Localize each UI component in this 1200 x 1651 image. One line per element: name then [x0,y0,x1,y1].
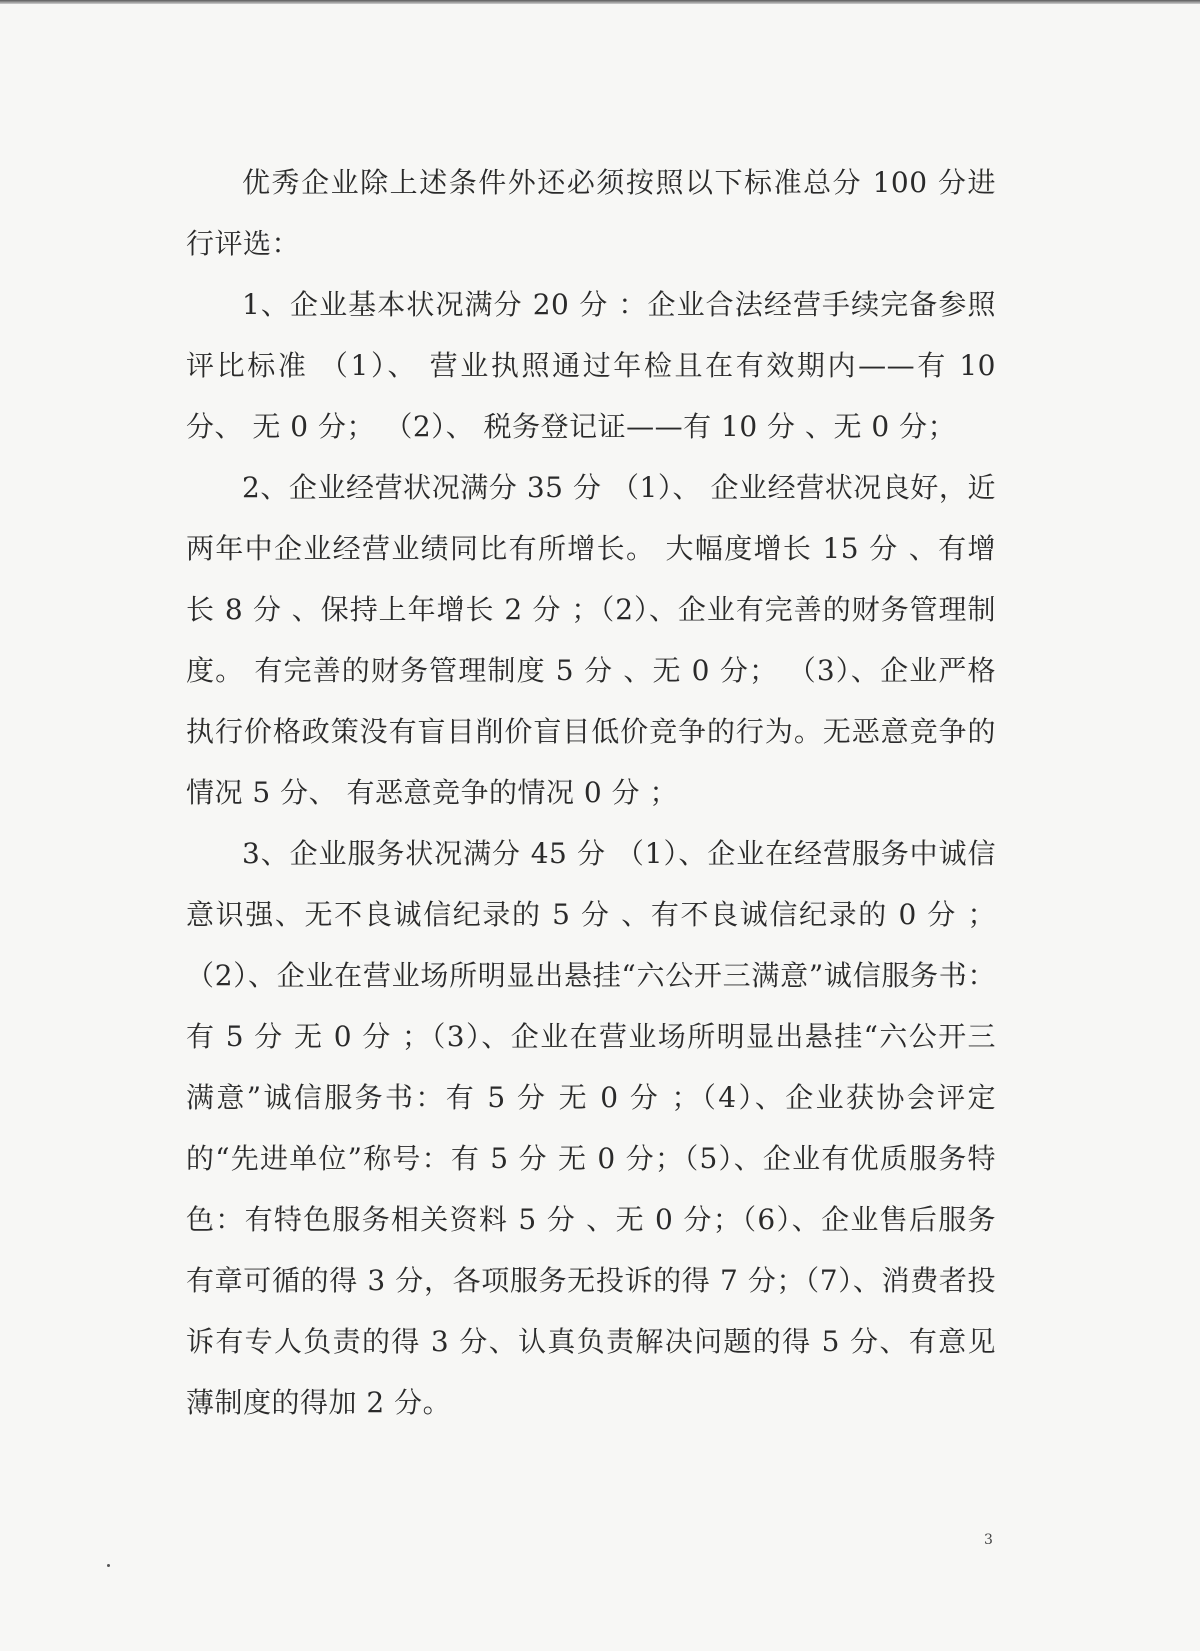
document-body [186,152,996,1433]
section-3-paragraph: 3、企业服务状况满分 45 分 （1）、企业在经营服务中诚信意识强、无不良诚信纪录的 5 分 、有不良诚信纪录的 0 分 ；（2）、企业在营业场所明显出悬挂“六公开三满意”诚信服务书：有 5 分 无 0 分 ；（3）、企业在营业场所明显出悬挂“六公开三满意”诚信服务书：有 5 分 无 0 分 ；（4）、企业获协会评定的“先进单位”称号：有 5 分 无 0 分；（5）、企业有优质服务特色：有特色服务相关资料 5 分 、无 0 分；（6）、企业售后服务有章可循的得 3 分，各项服务无投诉的得 7 分；（7）、消费者投诉有专人负责的得 3 分、认真负责解决问题的得 5 分、有意见薄制度的得加 2 分。 [186,837,996,1419]
page-number: 3 [984,1532,993,1548]
scan-speck [107,1564,110,1567]
intro-paragraph: 优秀企业除上述条件外还必须按照以下标准总分 100 分进行评选： [186,166,996,260]
page-top-edge [0,0,1200,4]
section-1-paragraph: 1、企业基本状况满分 20 分 ：企业合法经营手续完备参照评比标准 （1）、 营业执照通过年检且在有效期内——有 10 分、 无 0 分； （2）、 税务登记证——有 10 分 、无 0 分； [186,288,996,443]
section-2-paragraph: 2、企业经营状况满分 35 分 （1）、 企业经营状况良好，近两年中企业经营业绩同比有所增长。 大幅度增长 15 分 、有增长 8 分 、保持上年增长 2 分 ；（2）、企业有完善的财务管理制度。 有完善的财务管理制度 5 分 、无 0 分； （3）、企业严格执行价格政策没有盲目削价盲目低价竞争的行为。无恶意竞争的情况 5 分、 有恶意竞争的情况 0 分 ； [186,471,996,809]
